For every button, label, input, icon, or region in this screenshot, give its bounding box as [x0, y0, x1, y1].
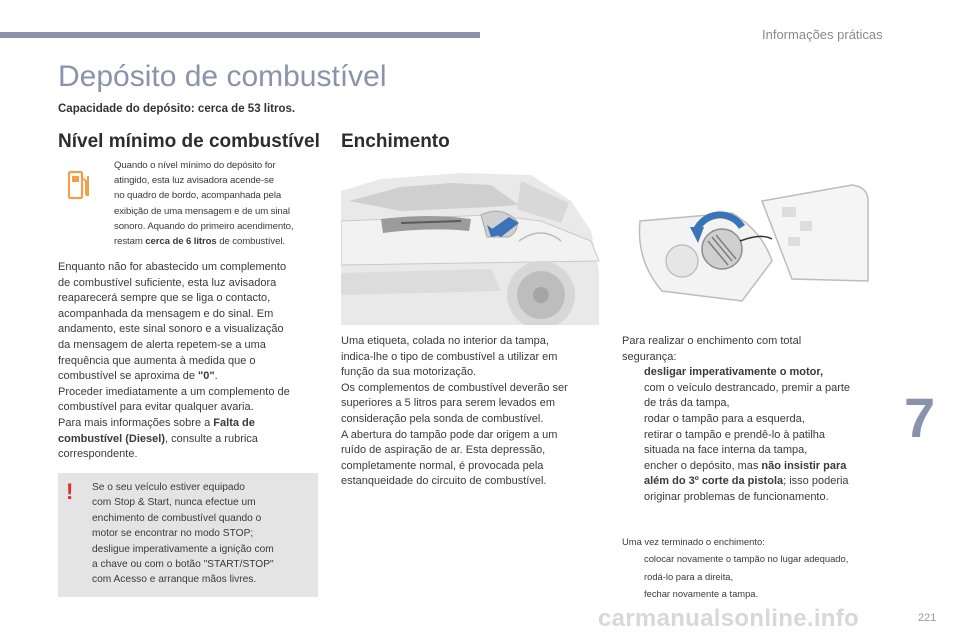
refuelling-body [341, 334, 568, 490]
body-line [58, 369, 290, 385]
warning-remaining-litres: cerca de 6 litros [145, 236, 217, 248]
tank-capacity: Capacidade do depósito: cerca de 53 litros. [58, 103, 296, 115]
body-line: ruído de aspiração de ar. Esta depressão, [341, 444, 546, 457]
stop-start-note [92, 480, 274, 588]
body-line: da mensagem de alerta repetem-se a uma [58, 338, 266, 351]
body-line: Os complementos de combustível deverão ser [341, 381, 568, 394]
body-line: Enquanto não for abastecido um complemento [58, 261, 287, 273]
step-continuation: de trás da tampa, [644, 397, 730, 410]
body-line: acompanhada da mensagem e do sinal. Em [58, 307, 274, 320]
step-text-bold: desligar imperativamente o motor, [644, 366, 824, 379]
page-number: 221 [918, 612, 937, 624]
watermark: carmanualsonline.info [598, 605, 860, 632]
step-text: rodar o tampão para a esquerda, [644, 412, 805, 425]
step-item [622, 428, 850, 444]
step-continuation [622, 474, 850, 490]
warning-exclamation-icon: ! [66, 479, 74, 504]
body-bold: Falta de [213, 416, 255, 429]
step-item [622, 381, 850, 397]
body-line: A abertura do tampão pode dar origem a um [341, 428, 558, 441]
step-text: encher o depósito, mas [644, 459, 762, 472]
step-item [622, 365, 850, 381]
body-line: consideração pela sonda de combustível. [341, 412, 544, 425]
body-bold: combustível (Diesel) [58, 432, 165, 445]
note-line: motor se encontrar no modo STOP; [92, 528, 254, 540]
step-continuation: situada na face interna da tampa, [644, 444, 808, 457]
after-item-text: fechar novamente a tampa. [644, 588, 759, 600]
refuelling-steps [622, 334, 850, 506]
car-rear-fuel-flap-illustration [341, 161, 601, 325]
step-text-bold: além do 3º corte da pistola [644, 475, 784, 488]
body-line: indica-lhe o tipo de combustível a utilizar em [341, 350, 558, 363]
chapter-number: 7 [904, 386, 936, 449]
after-item [622, 568, 848, 585]
warning-line: sonoro. Aquando do primeiro acendimento, [114, 220, 294, 232]
body-line: superiores a 5 litros para serem levados em [341, 397, 555, 410]
step-continuation: originar problemas de funcionamento. [644, 490, 829, 503]
step-text-bold: não insistir para [761, 459, 847, 472]
after-item-text: rodá-lo para a direita, [644, 570, 734, 582]
note-line: enchimento de combustível quando o [92, 512, 262, 524]
note-line: desligue imperativamente a ignição com [92, 543, 274, 555]
fuel-pump-icon [68, 168, 90, 200]
step-item [622, 459, 850, 475]
intro-line: Para realizar o enchimento com total [622, 335, 802, 347]
warning-line: no quadro de bordo, acompanhada pela [114, 190, 282, 202]
after-item [622, 585, 848, 602]
body-line: frequência que aumenta à medida que o [58, 354, 256, 367]
body-line: correspondente. [58, 448, 138, 461]
body-line: combustível para evitar qualquer avaria. [58, 401, 254, 414]
section-label: Informações práticas [762, 27, 883, 42]
warning-line-last [114, 234, 319, 249]
note-line: Se o seu veículo estiver equipado [92, 482, 245, 493]
page-title: Depósito de combustível [58, 60, 387, 93]
body-line: andamento, este sinal sonoro e a visualização [58, 323, 284, 336]
body-text: , consulte a rubrica [164, 432, 258, 445]
body-text: . [214, 370, 218, 383]
warning-light-description [114, 158, 319, 249]
heading-minimum-fuel: Nível mínimo de combustível [58, 131, 320, 152]
body-line: estanqueidade do circuito de combustível. [341, 475, 547, 488]
step-text: ; isso poderia [783, 475, 849, 488]
body-line: função da sua motorização. [341, 366, 477, 379]
body-line: de combustível suficiente, esta luz avisadora [58, 276, 277, 289]
body-text: combustível se aproxima de [58, 370, 199, 383]
body-line [58, 432, 290, 448]
note-line: com Acesso e arranque mãos livres. [92, 574, 257, 586]
top-accent-bar [0, 32, 480, 38]
warning-line: atingido, esta luz avisadora acende-se [114, 175, 274, 187]
body-line: Uma etiqueta, colada no interior da tampa, [341, 335, 549, 347]
step-text: retirar o tampão e prendê-lo à patilha [644, 428, 825, 441]
after-title: Uma vez terminado o enchimento: [622, 536, 765, 547]
note-line: a chave ou com o botão "START/STOP" [92, 559, 274, 571]
minimum-fuel-body [58, 260, 290, 463]
warning-text: restam [114, 236, 146, 248]
body-bold: "0" [198, 370, 215, 383]
warning-line: Quando o nível mínimo do depósito for [114, 160, 276, 171]
body-text: Para mais informações sobre a [58, 416, 214, 429]
warning-line: exibição de uma mensagem e de um sinal [114, 205, 290, 217]
heading-refuelling: Enchimento [341, 131, 450, 152]
note-line: com Stop & Start, nunca efectue um [92, 497, 256, 509]
body-line: reaparecerá sempre que se liga o contacto, [58, 292, 271, 305]
step-text: com o veículo destrancado, premir a parte [644, 381, 851, 394]
step-item [622, 412, 850, 428]
body-line: Proceder imediatamente a um complemento de [58, 385, 290, 398]
intro-line: segurança: [622, 350, 677, 363]
body-line [58, 416, 290, 432]
after-refuelling-list [622, 533, 848, 603]
warning-text: de combustível. [216, 236, 285, 248]
after-item-text: colocar novamente o tampão no lugar adequado, [644, 553, 849, 565]
fuel-cap-illustration [622, 161, 880, 325]
body-line: completamente normal, é provocada pela [341, 459, 544, 472]
after-item [622, 550, 848, 567]
